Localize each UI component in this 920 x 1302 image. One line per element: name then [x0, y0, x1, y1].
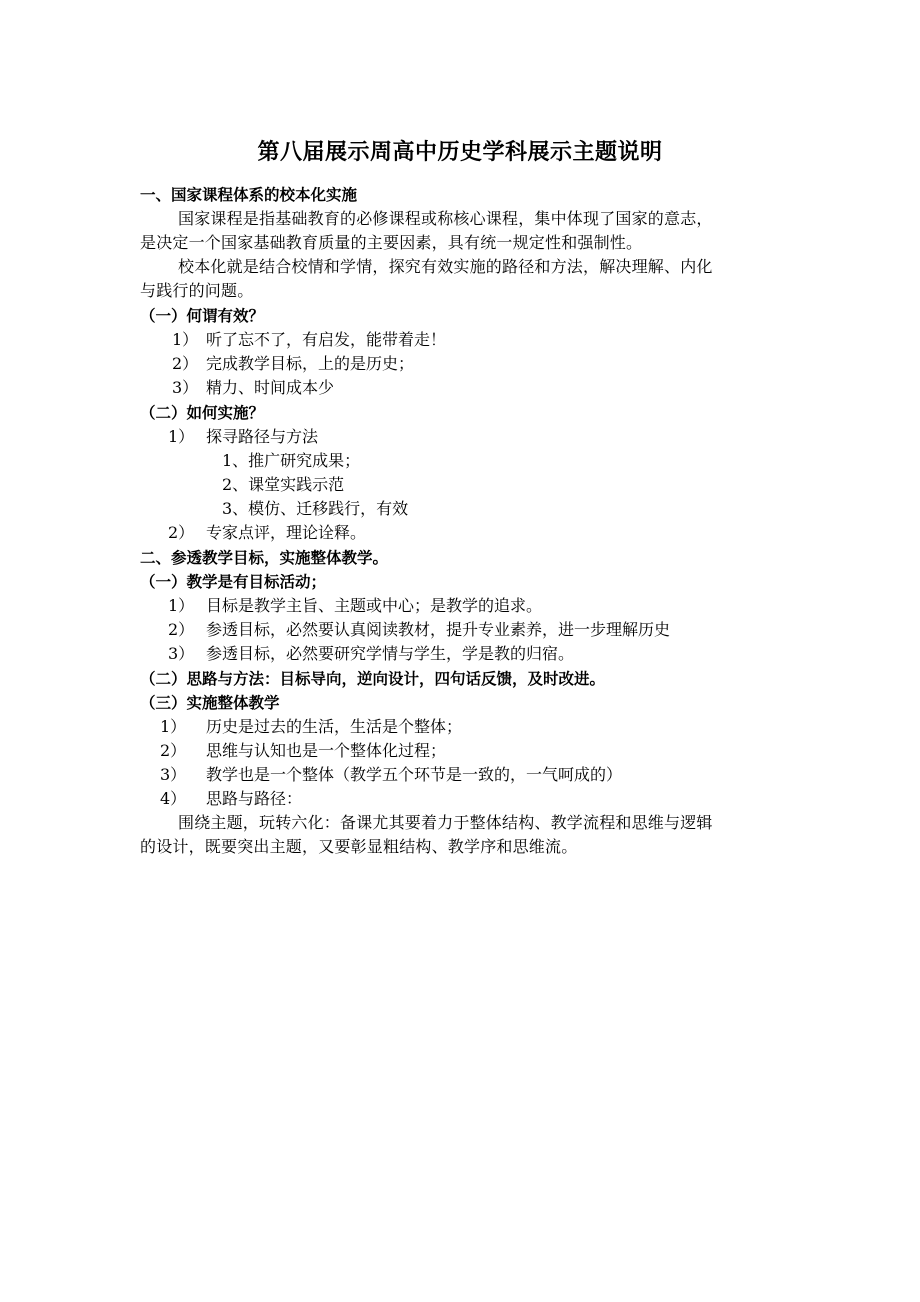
- list-item: [160, 715, 462, 739]
- subsection-heading: （二）如何实施？: [140, 404, 265, 422]
- subsection-heading: （一）教学是有目标活动；: [140, 573, 327, 591]
- list-number: 2）: [168, 523, 195, 542]
- list-item: [168, 618, 670, 642]
- list-text: 历史是过去的生活，生活是个整体；: [206, 717, 463, 736]
- list-text: 听了忘不了，有启发，能带着走！: [206, 330, 447, 349]
- list-number: 4）: [160, 789, 187, 808]
- paragraph-line: 校本化就是结合校情和学情，探究有效实施的路径和方法，解决理解、内化: [178, 257, 713, 276]
- paragraph-line: 国家课程是指基础教育的必修课程或称核心课程，集中体现了国家的意志，: [178, 209, 713, 228]
- list-text: 探寻路径与方法: [206, 427, 319, 446]
- paragraph-line: 与践行的问题。: [140, 281, 254, 300]
- list-number: 2）: [168, 620, 195, 639]
- list-item: [172, 328, 446, 352]
- list-text: 思维与认知也是一个整体化过程；: [206, 741, 447, 760]
- list-number: 2）: [160, 741, 187, 760]
- list-item: [172, 376, 334, 400]
- section-2-heading: 二、参透教学目标，实施整体教学。: [140, 549, 389, 567]
- list-number: 1）: [168, 596, 195, 615]
- subsection-heading: （一）何谓有效？: [140, 307, 265, 325]
- list-text: 思路与路径：: [206, 789, 303, 808]
- list-item: [168, 642, 574, 666]
- list-number: 1）: [172, 330, 199, 349]
- list-item: [168, 425, 318, 449]
- list-number: 3）: [168, 644, 195, 663]
- paragraph-line: 围绕主题，玩转六化：备课尤其要着力于整体结构、教学流程和思维与逻辑: [178, 813, 713, 832]
- sub-list-item: 1、推广研究成果；: [222, 451, 361, 470]
- list-text: 目标是教学主旨、主题或中心；是教学的追求。: [206, 596, 543, 615]
- list-item: [168, 594, 542, 618]
- list-item: [168, 521, 366, 545]
- document-title: 第八届展示周高中历史学科展示主题说明: [257, 140, 663, 165]
- list-item: [172, 352, 414, 376]
- sub-list-item: 3、模仿、迁移践行，有效: [222, 499, 409, 518]
- list-number: 3）: [160, 765, 187, 784]
- list-number: 1）: [160, 717, 187, 736]
- list-number: 2）: [172, 354, 199, 373]
- list-text: 专家点评，理论诠释。: [206, 523, 367, 542]
- list-item: [160, 763, 622, 787]
- section-1-heading: 一、国家课程体系的校本化实施: [140, 186, 358, 204]
- list-number: 3）: [172, 378, 199, 397]
- list-text: 参透目标，必然要研究学情与学生，学是教的归宿。: [206, 644, 575, 663]
- subsection-heading: （三）实施整体教学: [140, 694, 280, 712]
- list-text: 教学也是一个整体（教学五个环节是一致的，一气呵成的）: [206, 765, 623, 784]
- paragraph-line: 的设计，既要突出主题，又要彰显粗结构、教学序和思维流。: [140, 837, 578, 856]
- list-text: 参透目标，必然要认真阅读教材，提升专业素养，进一步理解历史: [206, 620, 671, 639]
- sub-list-item: 2、课堂实践示范: [222, 475, 345, 494]
- list-item: [160, 787, 302, 811]
- subsection-heading: （二）思路与方法：目标导向，逆向设计，四句话反馈，及时改进。: [140, 670, 606, 688]
- list-text: 完成教学目标，上的是历史；: [206, 354, 415, 373]
- paragraph-line: 是决定一个国家基础教育质量的主要因素，具有统一规定性和强制性。: [140, 233, 643, 252]
- list-number: 1）: [168, 427, 195, 446]
- list-text: 精力、时间成本少: [206, 378, 335, 397]
- list-item: [160, 739, 446, 763]
